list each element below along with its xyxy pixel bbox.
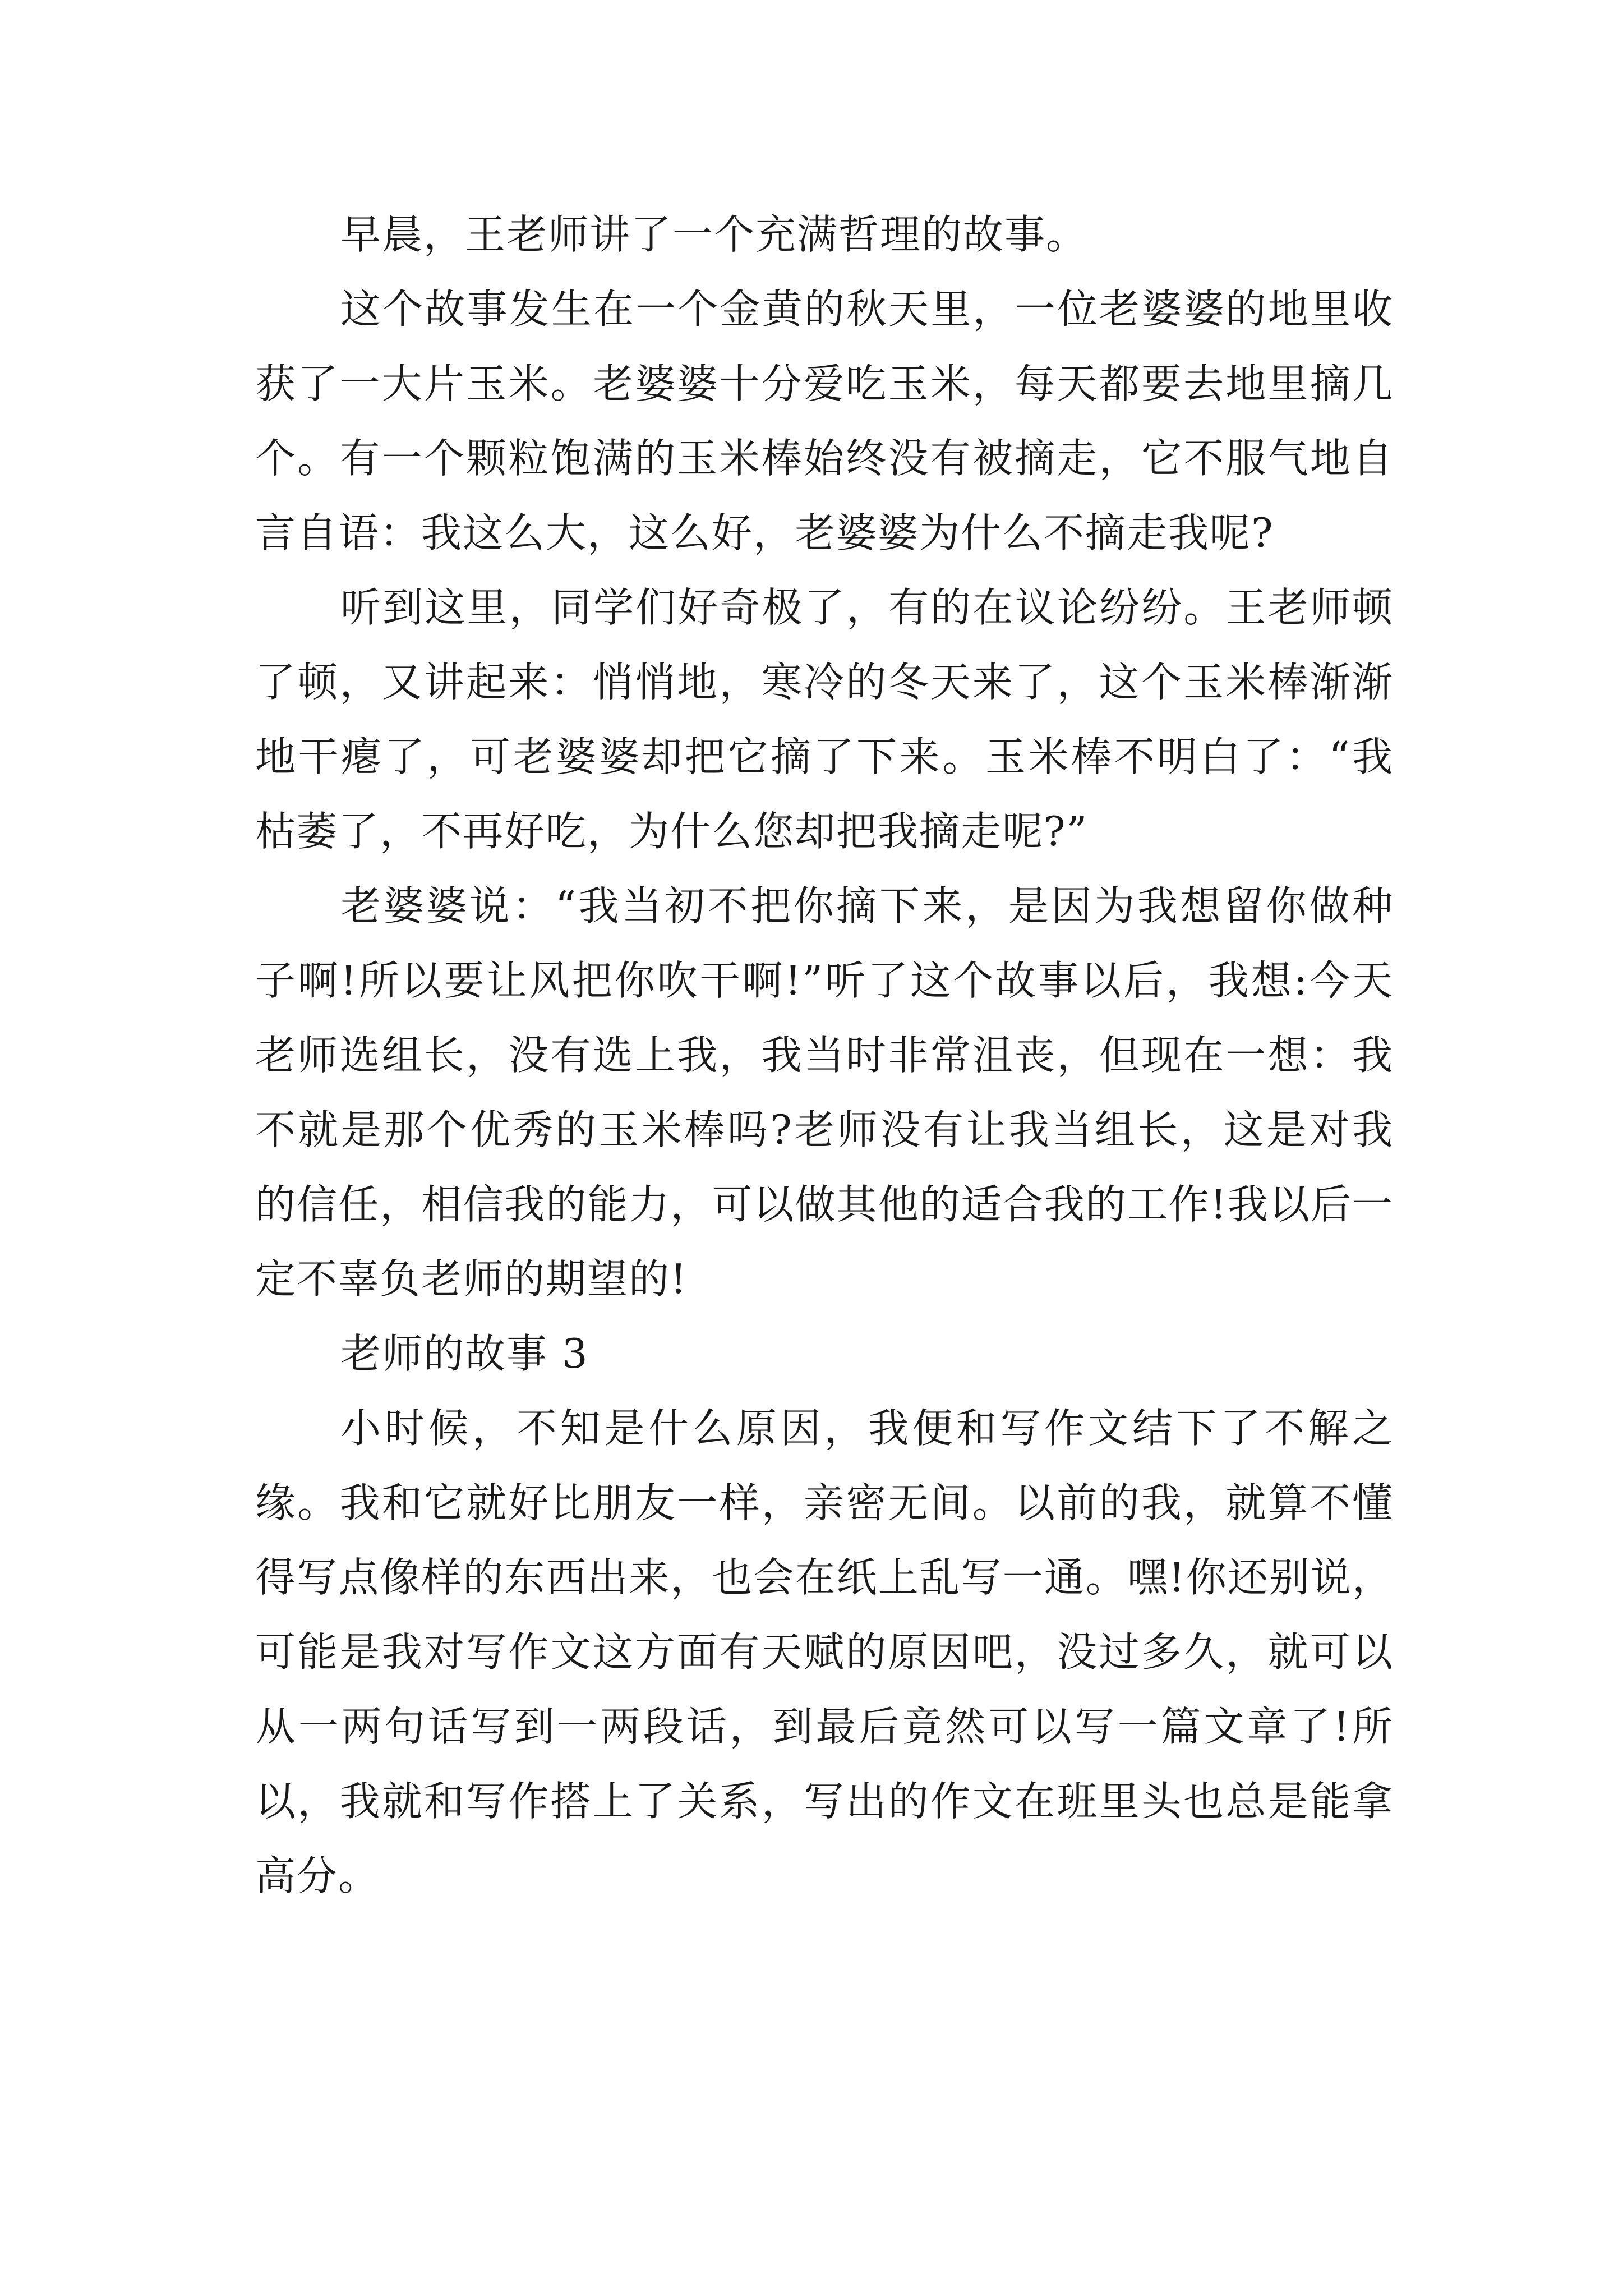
paragraph-morning-story: 早晨，王老师讲了一个充满哲理的故事。 <box>340 211 1088 258</box>
section-heading: 老师的故事 3 <box>340 1330 589 1377</box>
paragraph-autumn-corn: 这个故事发生在一个金黄的秋天里，一位老婆婆的地里收获了一大片玉米。老婆婆十分爱吃玉米，每天都要去地里摘几个。有一个颗粒饱满的玉米棒始终没有被摘走，它不服气地自言自语：我这么大，这么好，老婆婆为什么不摘走我呢? <box>255 286 1394 556</box>
document-body <box>255 197 1394 1913</box>
paragraph-grandma-reply: 老婆婆说：“我当初不把你摘下来，是因为我想留你做种子啊!所以要让风把你吹干啊!”听了这个故事以后，我想:今天老师选组长，没有选上我，我当时非常沮丧，但现在一想：我不就是那个优秀的玉米棒吗?老师没有让我当组长，这是对我的信任，相信我的能力，可以做其他的适合我的工作!我以后一定不辜负老师的期望的! <box>255 882 1394 1303</box>
paragraph-winter-corn: 听到这里，同学们好奇极了，有的在议论纷纷。王老师顿了顿，又讲起来：悄悄地，寒冷的冬天来了，这个玉米棒渐渐地干瘪了，可老婆婆却把它摘了下来。玉米棒不明白了：“我枯萎了，不再好吃，为什么您却把我摘走呢?” <box>255 584 1394 855</box>
paragraph-writing-childhood: 小时候，不知是什么原因，我便和写作文结下了不解之缘。我和它就好比朋友一样，亲密无间。以前的我，就算不懂得写点像样的东西出来，也会在纸上乱写一通。嘿!你还别说，可能是我对写作文这方面有天赋的原因吧，没过多久，就可以从一两句话写到一两段话，到最后竟然可以写一篇文章了!所以，我就和写作搭上了关系，写出的作文在班里头也总是能拿高分。 <box>255 1405 1394 1899</box>
